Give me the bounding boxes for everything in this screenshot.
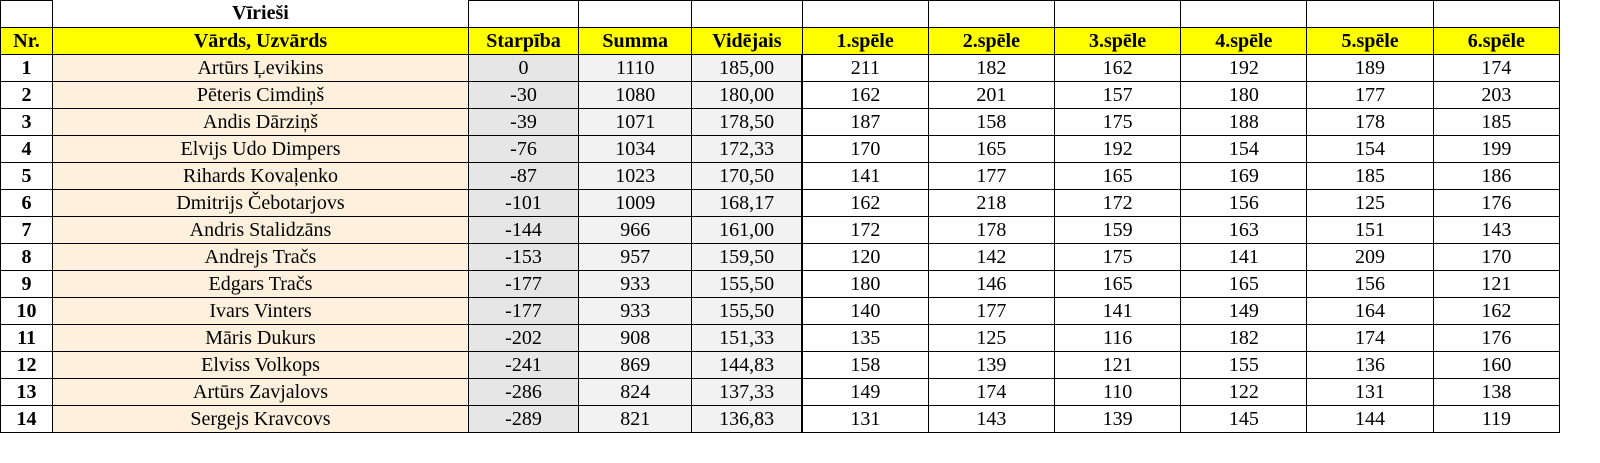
table-cell: 143 — [1433, 217, 1559, 244]
table-cell: 143 — [928, 406, 1054, 433]
table-cell: 3 — [1, 109, 53, 136]
table-cell: 933 — [579, 298, 692, 325]
table-cell: 199 — [1433, 136, 1559, 163]
table-row — [1, 325, 1560, 352]
table-cell: 1110 — [579, 55, 692, 82]
table-cell: 5 — [1, 163, 53, 190]
table-cell: 182 — [928, 55, 1054, 82]
table-cell: Artūrs Zavjalovs — [53, 379, 469, 406]
title-row-blank-cell — [1433, 1, 1559, 28]
table-cell: 121 — [1433, 271, 1559, 298]
table-cell: 165 — [928, 136, 1054, 163]
table-cell: 131 — [802, 406, 928, 433]
table-row — [1, 352, 1560, 379]
title-row-blank-cell — [928, 1, 1054, 28]
table-cell: 9 — [1, 271, 53, 298]
table-cell: 824 — [579, 379, 692, 406]
table-cell: 203 — [1433, 82, 1559, 109]
table-cell: 116 — [1054, 325, 1180, 352]
table-cell: 169 — [1181, 163, 1307, 190]
table-cell: 168,17 — [692, 190, 802, 217]
table-cell: 172 — [802, 217, 928, 244]
table-cell: -286 — [468, 379, 578, 406]
table-cell: 162 — [802, 82, 928, 109]
table-cell: Māris Dukurs — [53, 325, 469, 352]
table-cell: Andris Stalidzāns — [53, 217, 469, 244]
table-cell: 141 — [1181, 244, 1307, 271]
table-cell: 136 — [1307, 352, 1433, 379]
table-cell: 155,50 — [692, 271, 802, 298]
table-cell: 149 — [1181, 298, 1307, 325]
table-cell: 144,83 — [692, 352, 802, 379]
column-header: 1.spēle — [802, 28, 928, 55]
table-cell: -177 — [468, 271, 578, 298]
column-header: 3.spēle — [1054, 28, 1180, 55]
table-cell: Elvijs Udo Dimpers — [53, 136, 469, 163]
title-row-blank-cell — [802, 1, 928, 28]
table-cell: 1034 — [579, 136, 692, 163]
table-cell: 218 — [928, 190, 1054, 217]
table-cell: 201 — [928, 82, 1054, 109]
page-title: Vīrieši — [232, 2, 289, 25]
table-cell: Elviss Volkops — [53, 352, 469, 379]
table-row — [1, 55, 1560, 82]
table-cell: -76 — [468, 136, 578, 163]
title-row-blank-cell — [692, 1, 802, 28]
table-cell: 131 — [1307, 379, 1433, 406]
table-cell: 160 — [1433, 352, 1559, 379]
table-cell: 172,33 — [692, 136, 802, 163]
table-row — [1, 109, 1560, 136]
table-cell: 161,00 — [692, 217, 802, 244]
table-cell: -241 — [468, 352, 578, 379]
table-cell: 189 — [1307, 55, 1433, 82]
table-cell: 165 — [1054, 271, 1180, 298]
table-cell: 121 — [1054, 352, 1180, 379]
table-cell: 156 — [1181, 190, 1307, 217]
table-row — [1, 82, 1560, 109]
title-spacer — [1, 1, 53, 28]
table-cell: 180 — [1181, 82, 1307, 109]
table-cell: -289 — [468, 406, 578, 433]
table-cell: 12 — [1, 352, 53, 379]
table-cell: 137,33 — [692, 379, 802, 406]
table-cell: -39 — [468, 109, 578, 136]
table-cell: 185,00 — [692, 55, 802, 82]
table-row — [1, 298, 1560, 325]
table-cell: 180 — [802, 271, 928, 298]
title-row-blank-cell — [1054, 1, 1180, 28]
table-cell: 8 — [1, 244, 53, 271]
table-cell: 178 — [1307, 109, 1433, 136]
column-header: Nr. — [1, 28, 53, 55]
table-cell: 136,83 — [692, 406, 802, 433]
table-cell: 122 — [1181, 379, 1307, 406]
table-cell: 209 — [1307, 244, 1433, 271]
table-cell: 142 — [928, 244, 1054, 271]
table-cell: 158 — [928, 109, 1054, 136]
column-header: Summa — [579, 28, 692, 55]
table-cell: 178 — [928, 217, 1054, 244]
table-cell: Artūrs Ļevikins — [53, 55, 469, 82]
table-cell: 145 — [1181, 406, 1307, 433]
table-cell: 159,50 — [692, 244, 802, 271]
table-cell: Edgars Tračs — [53, 271, 469, 298]
table-cell: 821 — [579, 406, 692, 433]
table-cell: 957 — [579, 244, 692, 271]
table-cell: 146 — [928, 271, 1054, 298]
table-cell: -87 — [468, 163, 578, 190]
table-cell: -153 — [468, 244, 578, 271]
table-cell: 154 — [1181, 136, 1307, 163]
title-row — [1, 1, 1560, 28]
table-cell: 170 — [802, 136, 928, 163]
column-header: 2.spēle — [928, 28, 1054, 55]
table-cell: 155,50 — [692, 298, 802, 325]
table-cell: 178,50 — [692, 109, 802, 136]
table-row — [1, 271, 1560, 298]
column-header: 5.spēle — [1307, 28, 1433, 55]
table-cell: 157 — [1054, 82, 1180, 109]
table-cell: 141 — [802, 163, 928, 190]
table-cell: 185 — [1433, 109, 1559, 136]
table-cell: 155 — [1181, 352, 1307, 379]
table-cell: Sergejs Kravcovs — [53, 406, 469, 433]
table-cell: 2 — [1, 82, 53, 109]
table-cell: 125 — [928, 325, 1054, 352]
table-cell: 14 — [1, 406, 53, 433]
table-body — [1, 1, 1560, 433]
title-row-blank-cell — [468, 1, 578, 28]
table-cell: 149 — [802, 379, 928, 406]
table-cell: 13 — [1, 379, 53, 406]
table-cell: 966 — [579, 217, 692, 244]
table-row — [1, 406, 1560, 433]
title-row-blank-cell — [1181, 1, 1307, 28]
table-cell: 162 — [1433, 298, 1559, 325]
table-cell: 174 — [1433, 55, 1559, 82]
table-cell: 140 — [802, 298, 928, 325]
table-cell: 185 — [1307, 163, 1433, 190]
table-cell: 177 — [928, 298, 1054, 325]
table-cell: Dmitrijs Čebotarjovs — [53, 190, 469, 217]
table-cell: 110 — [1054, 379, 1180, 406]
column-header: Vidējais — [692, 28, 802, 55]
table-cell: 188 — [1181, 109, 1307, 136]
table-cell: -144 — [468, 217, 578, 244]
table-cell: 6 — [1, 190, 53, 217]
table-cell: Ivars Vinters — [53, 298, 469, 325]
table-cell: 10 — [1, 298, 53, 325]
table-cell: 165 — [1054, 163, 1180, 190]
table-cell: 11 — [1, 325, 53, 352]
table-cell: 7 — [1, 217, 53, 244]
table-cell: -202 — [468, 325, 578, 352]
table-cell: 175 — [1054, 109, 1180, 136]
table-cell: 933 — [579, 271, 692, 298]
table-row — [1, 379, 1560, 406]
table-cell: 125 — [1307, 190, 1433, 217]
title-row-blank-cell — [1307, 1, 1433, 28]
table-cell: 175 — [1054, 244, 1180, 271]
table-cell: 119 — [1433, 406, 1559, 433]
table-cell: 177 — [928, 163, 1054, 190]
title-row-blank-cell — [579, 1, 692, 28]
table-cell: 192 — [1054, 136, 1180, 163]
table-cell: Pēteris Cimdiņš — [53, 82, 469, 109]
table-cell: -101 — [468, 190, 578, 217]
table-cell: 172 — [1054, 190, 1180, 217]
table-cell: 176 — [1433, 190, 1559, 217]
table-cell: 1 — [1, 55, 53, 82]
column-header: Starpība — [468, 28, 578, 55]
table-row — [1, 217, 1560, 244]
table-row — [1, 190, 1560, 217]
table-cell: 141 — [1054, 298, 1180, 325]
table-cell: Andis Dārziņš — [53, 109, 469, 136]
table-cell: 154 — [1307, 136, 1433, 163]
table-cell: 170 — [1433, 244, 1559, 271]
table-cell: 1080 — [579, 82, 692, 109]
table-cell: Rihards Kovaļenko — [53, 163, 469, 190]
table-cell: 174 — [928, 379, 1054, 406]
table-cell: 163 — [1181, 217, 1307, 244]
table-cell: 165 — [1181, 271, 1307, 298]
table-cell: 151 — [1307, 217, 1433, 244]
table-cell: 156 — [1307, 271, 1433, 298]
table-cell: 151,33 — [692, 325, 802, 352]
table-cell: 164 — [1307, 298, 1433, 325]
table-row — [1, 244, 1560, 271]
table-cell: 908 — [579, 325, 692, 352]
table-cell: 174 — [1307, 325, 1433, 352]
column-header: Vārds, Uzvārds — [53, 28, 469, 55]
table-cell: 139 — [928, 352, 1054, 379]
table-header-row — [1, 28, 1560, 55]
table-cell: 138 — [1433, 379, 1559, 406]
table-cell: 159 — [1054, 217, 1180, 244]
table-cell: -177 — [468, 298, 578, 325]
table-cell: 144 — [1307, 406, 1433, 433]
table-cell: 139 — [1054, 406, 1180, 433]
table-cell: 162 — [1054, 55, 1180, 82]
table-cell: 186 — [1433, 163, 1559, 190]
table-cell: 187 — [802, 109, 928, 136]
table-cell: 180,00 — [692, 82, 802, 109]
table-cell: 120 — [802, 244, 928, 271]
table-cell: 176 — [1433, 325, 1559, 352]
table-cell: 0 — [468, 55, 578, 82]
table-cell: 1071 — [579, 109, 692, 136]
table-cell: 135 — [802, 325, 928, 352]
table-cell: 1023 — [579, 163, 692, 190]
table-cell: 1009 — [579, 190, 692, 217]
table-row — [1, 163, 1560, 190]
table-cell: 158 — [802, 352, 928, 379]
table-cell: 162 — [802, 190, 928, 217]
table-cell: -30 — [468, 82, 578, 109]
table-cell: 4 — [1, 136, 53, 163]
column-header: 6.spēle — [1433, 28, 1559, 55]
table-cell: 182 — [1181, 325, 1307, 352]
table-cell: 170,50 — [692, 163, 802, 190]
table-cell: 192 — [1181, 55, 1307, 82]
table-cell: 177 — [1307, 82, 1433, 109]
table-cell: 869 — [579, 352, 692, 379]
table-row — [1, 136, 1560, 163]
table-cell: 211 — [802, 55, 928, 82]
table-cell: Andrejs Tračs — [53, 244, 469, 271]
column-header: 4.spēle — [1181, 28, 1307, 55]
